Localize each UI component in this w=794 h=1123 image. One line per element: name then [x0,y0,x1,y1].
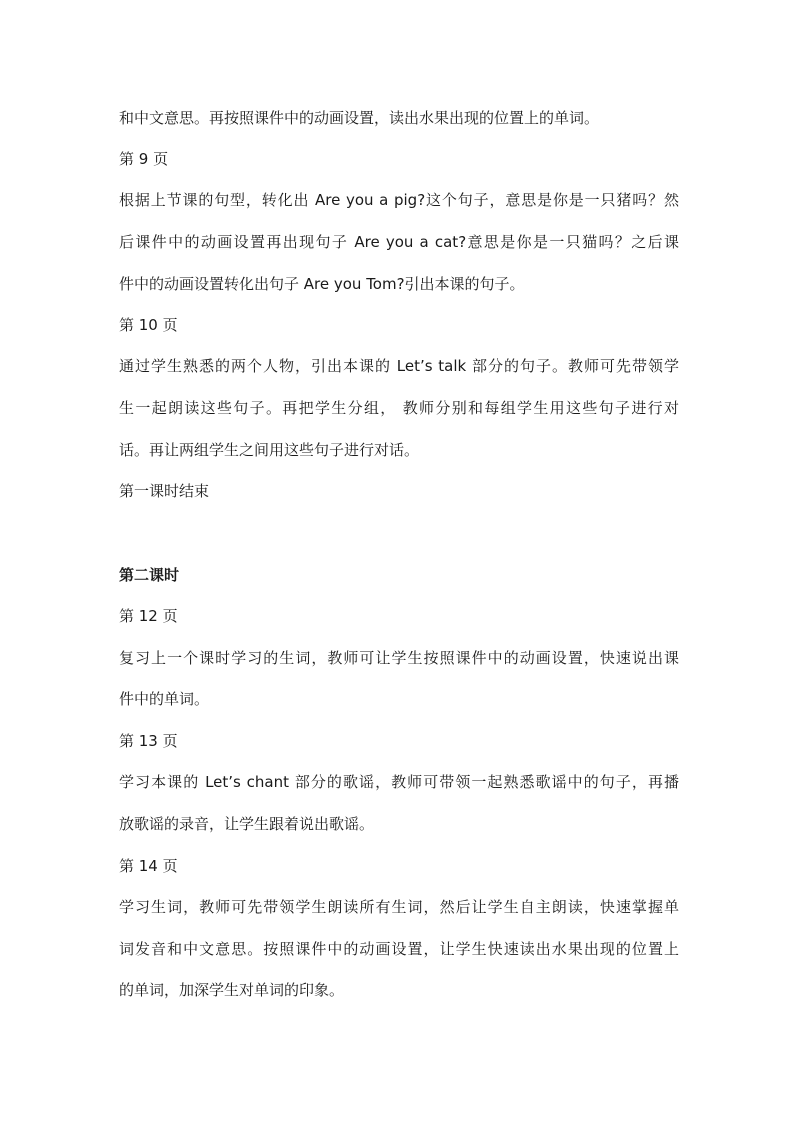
text-line: 生一起朗读这些句子。再把学生分组， 教师分别和每组学生用这些句子进行对 [119,399,679,417]
section-end-note: 第一课时结束 [119,482,210,500]
text-line: 放歌谣的录音，让学生跟着说出歌谣。 [119,815,375,833]
page-heading: 第 12 页 [119,607,178,625]
text-line: 件中的动画设置转化出句子 Are you Tom?引出本课的句子。 [119,275,525,293]
text-line: 的单词，加深学生对单词的印象。 [119,981,345,999]
text-line: 件中的单词。 [119,690,210,708]
text-line: 和中文意思。再按照课件中的动画设置，读出水果出现的位置上的单词。 [119,109,600,127]
text-line: 词发音和中文意思。按照课件中的动画设置，让学生快速读出水果出现的位置上 [119,940,679,958]
page-heading: 第 9 页 [119,150,169,168]
page-heading: 第 14 页 [119,857,178,875]
text-line: 根据上节课的句型，转化出 Are you a pig?这个句子，意思是你是一只猪吗？然 [119,191,679,209]
text-line: 后课件中的动画设置再出现句子 Are you a cat?意思是你是一只猫吗？之后课 [119,233,679,251]
text-line: 复习上一个课时学习的生词，教师可让学生按照课件中的动画设置，快速说出课 [119,649,679,667]
page-heading: 第 10 页 [119,316,178,334]
page-heading: 第 13 页 [119,732,178,750]
section-title: 第二课时 [119,566,180,584]
text-line: 通过学生熟悉的两个人物，引出本课的 Let’s talk 部分的句子。教师可先带领学 [119,357,679,375]
text-line: 话。再让两组学生之间用这些句子进行对话。 [119,441,420,459]
text-line: 学习本课的 Let’s chant 部分的歌谣，教师可带领一起熟悉歌谣中的句子，再播 [119,773,679,791]
text-line: 学习生词，教师可先带领学生朗读所有生词，然后让学生自主朗读，快速掌握单 [119,898,679,916]
